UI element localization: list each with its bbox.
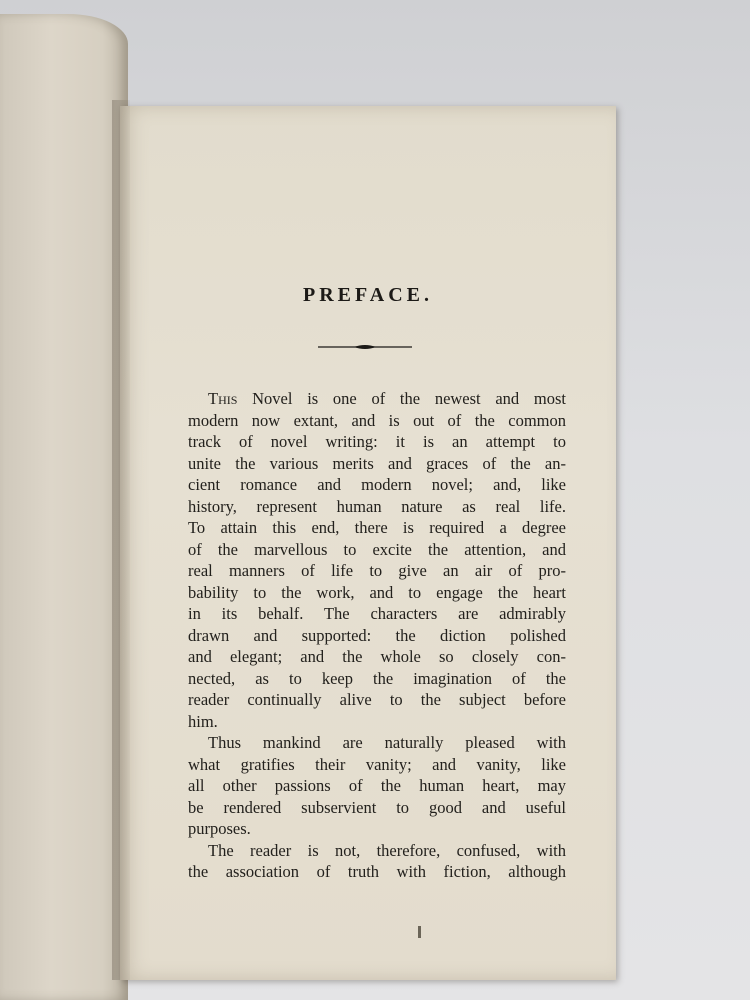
text-line: Thus mankind are naturally pleased with — [208, 733, 566, 752]
text-line: The reader is not, therefore, confused, with — [208, 840, 566, 860]
text-line: the association of truth with fiction, although — [188, 862, 566, 881]
text-line: be rendered subservient to good and useful — [188, 797, 566, 817]
text-line: reader continually alive to the subject before — [188, 690, 566, 709]
left-page-edge — [0, 14, 128, 1000]
text-line: him. — [188, 711, 218, 731]
text-line: drawn and supported: the diction polished — [188, 625, 566, 645]
ornamental-rule — [318, 342, 412, 352]
text-line: of the marvellous to excite the attention, and — [188, 539, 566, 559]
text-lead-word: This — [208, 389, 238, 408]
text-line: nected, as to keep the imagination of the — [188, 668, 566, 688]
text-line: all other passions of the human heart, may — [188, 776, 566, 795]
page-gutter-shadow — [112, 100, 130, 980]
text-line: To attain this end, there is required a degree — [188, 518, 566, 537]
text-line: and elegant; and the whole so closely con- — [188, 647, 566, 666]
text-line: unite the various merits and graces of the an- — [188, 453, 566, 473]
text-line: what gratifies their vanity; and vanity, like — [188, 754, 566, 774]
printer-mark — [418, 926, 421, 938]
text-line: track of novel writing: it is an attempt to — [188, 432, 566, 451]
text-line: history, represent human nature as real life. — [188, 496, 566, 516]
page-title: PREFACE. — [303, 284, 433, 306]
book-page — [120, 106, 616, 980]
text-line: cient romance and modern novel; and, like — [188, 475, 566, 494]
text-line: modern now extant, and is out of the common — [188, 410, 566, 430]
text-line: bability to the work, and to engage the heart — [188, 582, 566, 602]
preface-text — [188, 388, 566, 883]
text-line: This Novel is one of the newest and most — [208, 389, 566, 408]
text-line: purposes. — [188, 819, 251, 838]
text-line: real manners of life to give an air of pro- — [188, 561, 566, 580]
text-line: in its behalf. The characters are admirably — [188, 604, 566, 623]
